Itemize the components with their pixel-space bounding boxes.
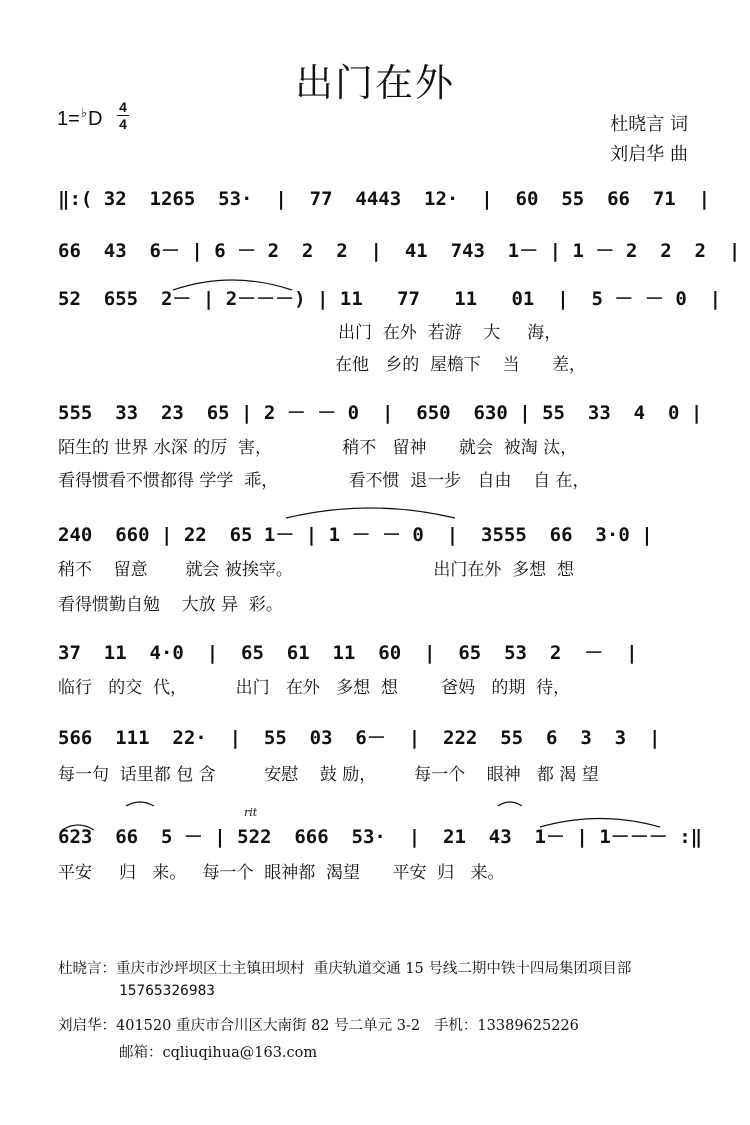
footer-composer-address: 刘启华：401520 重庆市合川区大南街 82 号二单元 3-2 手机：13389625226 bbox=[58, 1018, 579, 1034]
time-bottom: 4 bbox=[119, 116, 127, 132]
slur-arc bbox=[126, 802, 154, 806]
lyrics-row6: 临行 的交 代， 出门 在外 多想 想 爸妈 的期 待， bbox=[58, 678, 571, 698]
time-top: 4 bbox=[119, 99, 127, 115]
lyrics-row7: 每一句 话里都 包 含 安慰 鼓 励， 每一个 眼神 都 渴 望 bbox=[58, 765, 599, 785]
rit-marking: rit bbox=[244, 806, 258, 819]
key-signature bbox=[57, 105, 103, 131]
notation-row-2: 66 43 6－ | 6 － 2 2 2 | 41 743 1－ | 1 － 2 2 2 | bbox=[58, 240, 741, 262]
song-title: 出门在外 bbox=[294, 61, 455, 105]
key-prefix: 1= bbox=[57, 108, 80, 130]
footer-composer-email: 邮箱：cqliuqihua@163.com bbox=[119, 1045, 318, 1061]
slur-arc bbox=[498, 802, 522, 806]
notation-row-4: 555 33 23 65 | 2 － － 0 | 650 630 | 55 33 4 0 | bbox=[58, 402, 703, 424]
composer-credit: 刘启华 曲 bbox=[610, 144, 688, 165]
slur-arc bbox=[286, 508, 455, 518]
flat-sign: ♭ bbox=[80, 105, 87, 120]
lyrics-row4-verse1: 陌生的 世界 水深 的厉 害， 稍不 留神 就会 被淘 汰， bbox=[58, 438, 578, 458]
lyrics-row3-verse2: 在他 乡的 屋檐下 当 差， bbox=[335, 355, 587, 375]
notation-row-8: 623 66 5 － | 522 666 53· | 21 43 1－ | 1－－－ :‖ bbox=[58, 826, 703, 848]
lyrics-row8: 平安 归 来。 每一个 眼神都 渴望 平安 归 来。 bbox=[58, 863, 505, 883]
lyrics-row4-verse2: 看得惯看不惯都得 学学 乖， 看不惯 退一步 自由 自 在， bbox=[58, 471, 590, 491]
lyrics-row3-verse1: 出门 在外 若游 大 海， bbox=[338, 323, 562, 343]
lyrics-row5-verse1: 稍不 留意 就会 被挨宰。 出门在外 多想 想 bbox=[58, 560, 574, 580]
notation-row-3: 52 655 2－ | 2－－－) | 11 77 11 01 | 5 － － 0 | bbox=[58, 288, 722, 310]
notation-row-7: 566 111 22· | 55 03 6－ | 222 55 6 3 3 | bbox=[58, 727, 661, 749]
lyricist-credit: 杜晓言 词 bbox=[610, 114, 688, 135]
key-note: D bbox=[87, 108, 103, 130]
notation-row-1: ‖:( 32 1265 53· | 77 4443 12· | 60 55 66 71 | bbox=[58, 188, 711, 210]
time-signature bbox=[117, 100, 129, 131]
notation-row-5: 240 660 | 22 65 1－ | 1 － － 0 | 3555 66 3·0 | bbox=[58, 524, 653, 546]
footer-lyricist-phone: 15765326983 bbox=[119, 983, 216, 999]
lyrics-row5-verse2: 看得惯勤自勉 大放 异 彩。 bbox=[58, 595, 283, 615]
footer-lyricist-address: 杜晓言：重庆市沙坪坝区土主镇田坝村 重庆轨道交通 15 号线二期中铁十四局集团项目部 bbox=[58, 961, 632, 977]
notation-row-6: 37 11 4·0 | 65 61 11 60 | 65 53 2 － | bbox=[58, 642, 638, 664]
